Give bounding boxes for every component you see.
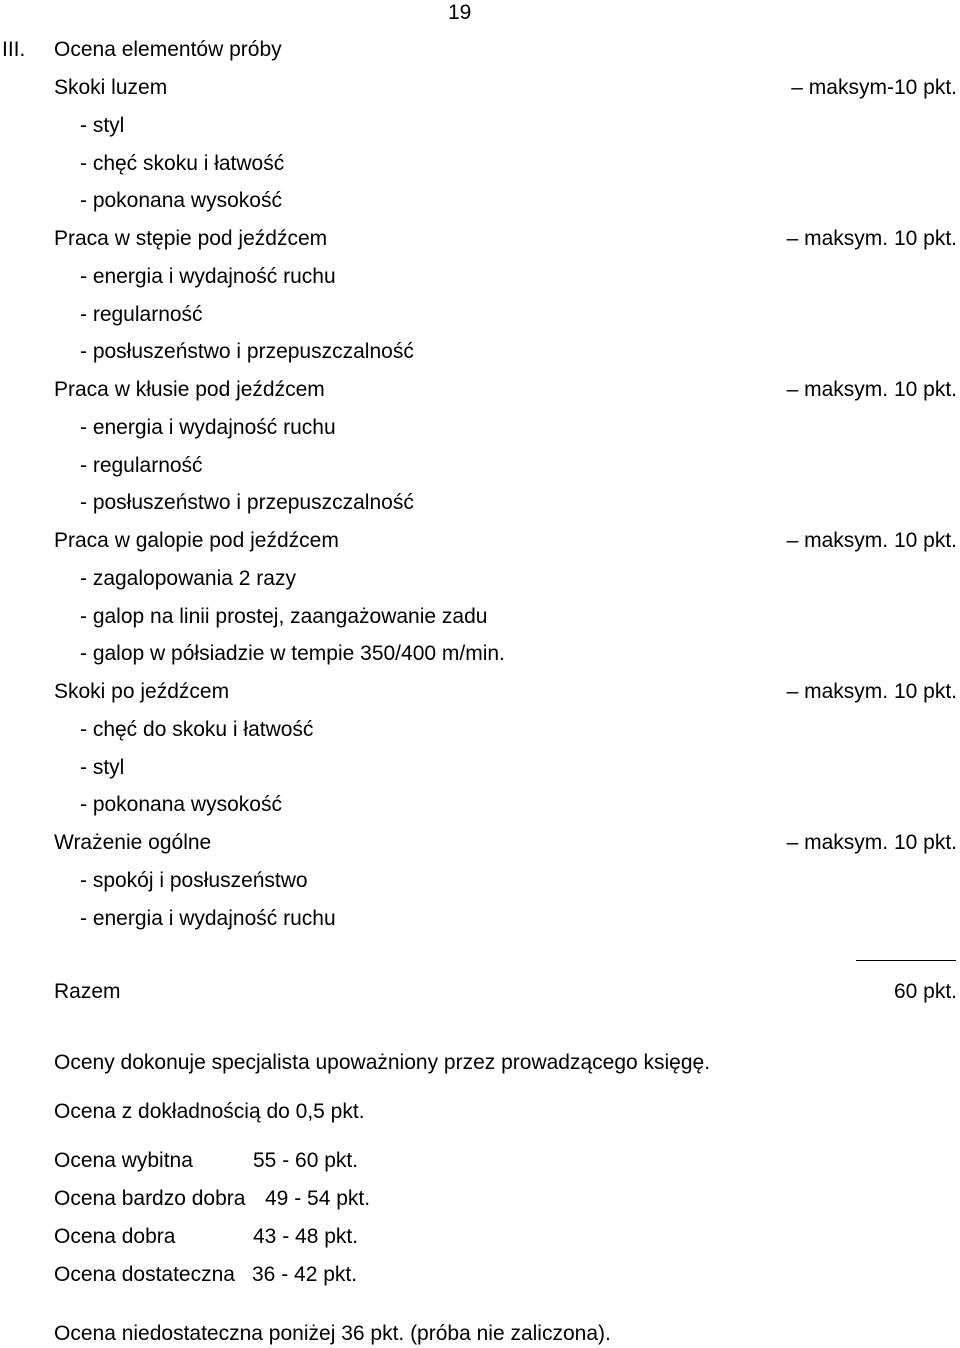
criterion-text: - regularność [80, 302, 203, 326]
criterion-text: - styl [80, 113, 125, 137]
criterion-text: - chęć skoku i łatwość [80, 151, 285, 175]
grade-range: 55 - 60 pkt. [253, 1149, 359, 1172]
criterion-text: - posłuszeństwo i przepuszczalność [80, 340, 414, 364]
criterion-text: - energia i wydajność ruchu [80, 264, 336, 288]
criterion-text: - chęć do skoku i łatwość [80, 717, 314, 741]
item-row [0, 228, 960, 266]
item-row [0, 530, 960, 568]
criterion-row [0, 606, 960, 644]
criterion-row [0, 153, 960, 191]
grade-row [54, 1225, 359, 1248]
section-title: Ocena elementów próby [54, 38, 282, 61]
criterion-text: - zagalopowania 2 razy [80, 566, 296, 590]
criterion-row [0, 341, 960, 379]
criterion-text: - regularność [80, 453, 203, 477]
criterion-text: - posłuszeństwo i przepuszczalność [80, 491, 414, 515]
criterion-text: - energia i wydajność ruchu [80, 906, 336, 930]
item-row [0, 681, 960, 719]
total-value: 60 pkt. [893, 980, 957, 1003]
grade-label: Ocena wybitna [54, 1149, 193, 1172]
note-precision: Ocena z dokładnością do 0,5 pkt. [54, 1100, 365, 1123]
criterion-row [0, 794, 960, 832]
page-number: 19 [448, 1, 472, 24]
grade-range: 49 - 54 pkt. [265, 1187, 371, 1210]
criterion-row [0, 455, 960, 493]
section-number: III. [2, 38, 26, 61]
criterion-text: - pokonana wysokość [80, 793, 282, 817]
grade-row [54, 1149, 359, 1172]
grade-range: 36 - 42 pkt. [252, 1263, 358, 1286]
grade-range: 43 - 48 pkt. [253, 1225, 359, 1248]
criterion-row [0, 266, 960, 304]
total-label: Razem [54, 980, 121, 1003]
criterion-row [0, 417, 960, 455]
total-underline [856, 960, 956, 961]
criterion-text: - galop na linii prostej, zaangażowanie zadu [80, 604, 488, 628]
fail-note: Ocena niedostateczna poniżej 36 pkt. (próba nie zaliczona). [54, 1322, 611, 1345]
item-label: Praca w kłusie pod jeźdźcem [54, 378, 325, 401]
grade-row [54, 1187, 371, 1210]
criterion-row [0, 719, 960, 757]
criterion-text: - styl [80, 755, 125, 779]
grade-label: Ocena dostateczna [54, 1263, 235, 1286]
criterion-text: - energia i wydajność ruchu [80, 415, 336, 439]
evaluation-items [0, 77, 960, 945]
criterion-row [0, 643, 960, 681]
item-row [0, 832, 960, 870]
criterion-row [0, 568, 960, 606]
item-max-points: – maksym. 10 pkt. [786, 831, 957, 854]
item-max-points: – maksym. 10 pkt. [786, 680, 957, 703]
item-label: Praca w stępie pod jeźdźcem [54, 227, 328, 250]
criterion-row [0, 115, 960, 153]
item-max-points: – maksym. 10 pkt. [786, 529, 957, 552]
item-label: Praca w galopie pod jeźdźcem [54, 529, 339, 552]
item-max-points: – maksym-10 pkt. [791, 76, 957, 99]
grade-row [54, 1263, 358, 1286]
item-label: Skoki po jeźdźcem [54, 680, 230, 703]
criterion-text: - galop w półsiadzie w tempie 350/400 m/min. [80, 642, 505, 666]
criterion-text: - spokój i posłuszeństwo [80, 868, 308, 892]
criterion-row [0, 190, 960, 228]
item-max-points: – maksym. 10 pkt. [786, 378, 957, 401]
grade-label: Ocena bardzo dobra [54, 1187, 246, 1210]
item-row [0, 77, 960, 115]
criterion-row [0, 757, 960, 795]
item-label: Wrażenie ogólne [54, 831, 212, 854]
grade-label: Ocena dobra [54, 1225, 176, 1248]
criterion-row [0, 492, 960, 530]
item-max-points: – maksym. 10 pkt. [786, 227, 957, 250]
criterion-text: - pokonana wysokość [80, 189, 282, 213]
item-row [0, 379, 960, 417]
item-label: Skoki luzem [54, 76, 168, 99]
criterion-row [0, 870, 960, 908]
note-specialist: Oceny dokonuje specjalista upoważniony przez prowadzącego księgę. [54, 1051, 711, 1074]
criterion-row [0, 908, 960, 946]
criterion-row [0, 304, 960, 342]
